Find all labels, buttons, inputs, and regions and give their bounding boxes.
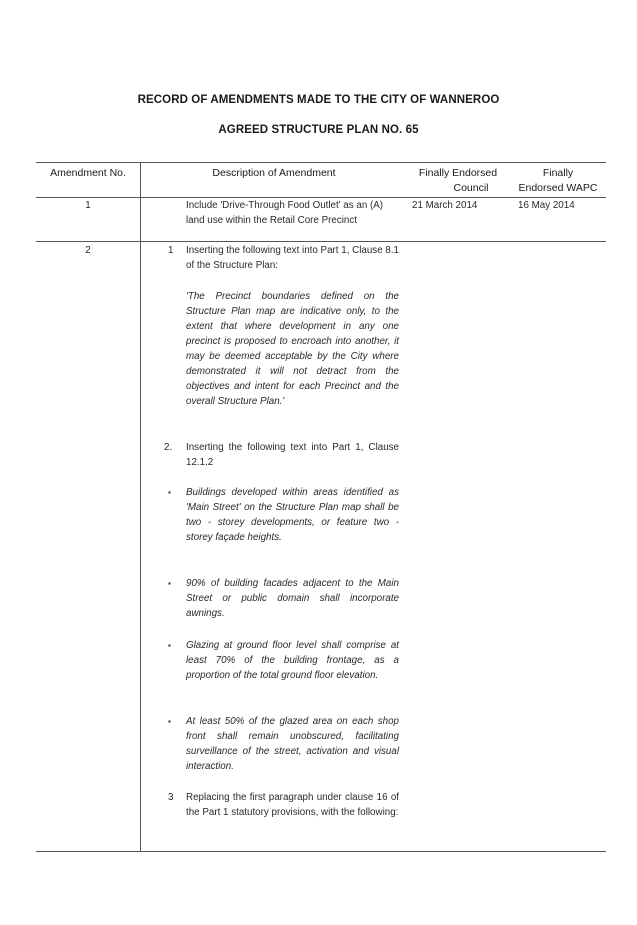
header-wapc xyxy=(510,166,606,196)
bullet-1-icon: ▪ xyxy=(168,488,171,497)
row-1-bottom-rule xyxy=(36,241,606,242)
bullet-1-text: Buildings developed within areas identified as 'Main Street' on the Structure Plan map shall be two - storey developments, or feature two - storey façade heights. xyxy=(186,487,399,543)
row-1-amendment-no: 1 xyxy=(85,200,91,211)
item-1-text: Inserting the following text into Part 1, Clause 8.1 of the Structure Plan: xyxy=(186,245,399,271)
header-amendment-no: Amendment No. xyxy=(50,167,126,179)
table-top-rule xyxy=(36,162,606,163)
row-1-council-date: 21 March 2014 xyxy=(412,200,478,211)
item-3-number: 3 xyxy=(168,792,174,803)
header-council-line1: Finally Endorsed xyxy=(418,167,498,179)
amendments-table xyxy=(36,162,606,852)
bullet-4-icon: ▪ xyxy=(168,717,171,726)
bullet-4-text: At least 50% of the glazed area on each shop front shall remain unobscured, facilitating surveillance of the street, activation and visual interaction. xyxy=(186,716,399,772)
item-3-text: Replacing the first paragraph under clause 16 of the Part 1 statutory provisions, with the following: xyxy=(186,792,399,818)
bullet-2-icon: ▪ xyxy=(168,579,171,588)
header-council xyxy=(408,166,508,196)
page-title: RECORD OF AMENDMENTS MADE TO THE CITY OF WANNEROO xyxy=(137,94,500,106)
item-2-text: Inserting the following text into Part 1, Clause 12.1.2 xyxy=(186,442,399,468)
header-council-line2: Council xyxy=(453,182,489,194)
row-1-description: Include 'Drive-Through Food Outlet' as an (A) land use within the Retail Core Precinct xyxy=(186,200,384,226)
column-divider xyxy=(140,162,141,852)
row-2-amendment-no: 2 xyxy=(85,245,91,256)
item-1-quote: 'The Precinct boundaries defined on the Structure Plan map are indicative only, to the extent that where development in any one precinct is proposed to encroach into another, it may be deemed acceptable by the City where demonstrated it will not detract from the objectives and intent for each Precinct and the overall Structure Plan.' xyxy=(186,291,399,407)
item-2-number: 2. xyxy=(164,442,173,453)
header-description: Description of Amendment xyxy=(212,167,336,179)
table-bottom-rule xyxy=(36,851,606,852)
bullet-3-icon: ▪ xyxy=(168,641,171,650)
header-wapc-line1: Finally xyxy=(542,167,574,179)
bullet-2-text: 90% of building facades adjacent to the Main Street or public domain shall incorporate awnings. xyxy=(186,578,399,619)
page-subtitle: AGREED STRUCTURE PLAN NO. 65 xyxy=(218,124,419,136)
item-1-number: 1 xyxy=(168,245,174,256)
bullet-3-text: Glazing at ground floor level shall comprise at least 70% of the building frontage, as a proportion of the total ground floor elevation. xyxy=(186,640,399,681)
row-1-wapc-date: 16 May 2014 xyxy=(518,200,575,211)
header-wapc-line2: Endorsed WAPC xyxy=(518,182,598,194)
